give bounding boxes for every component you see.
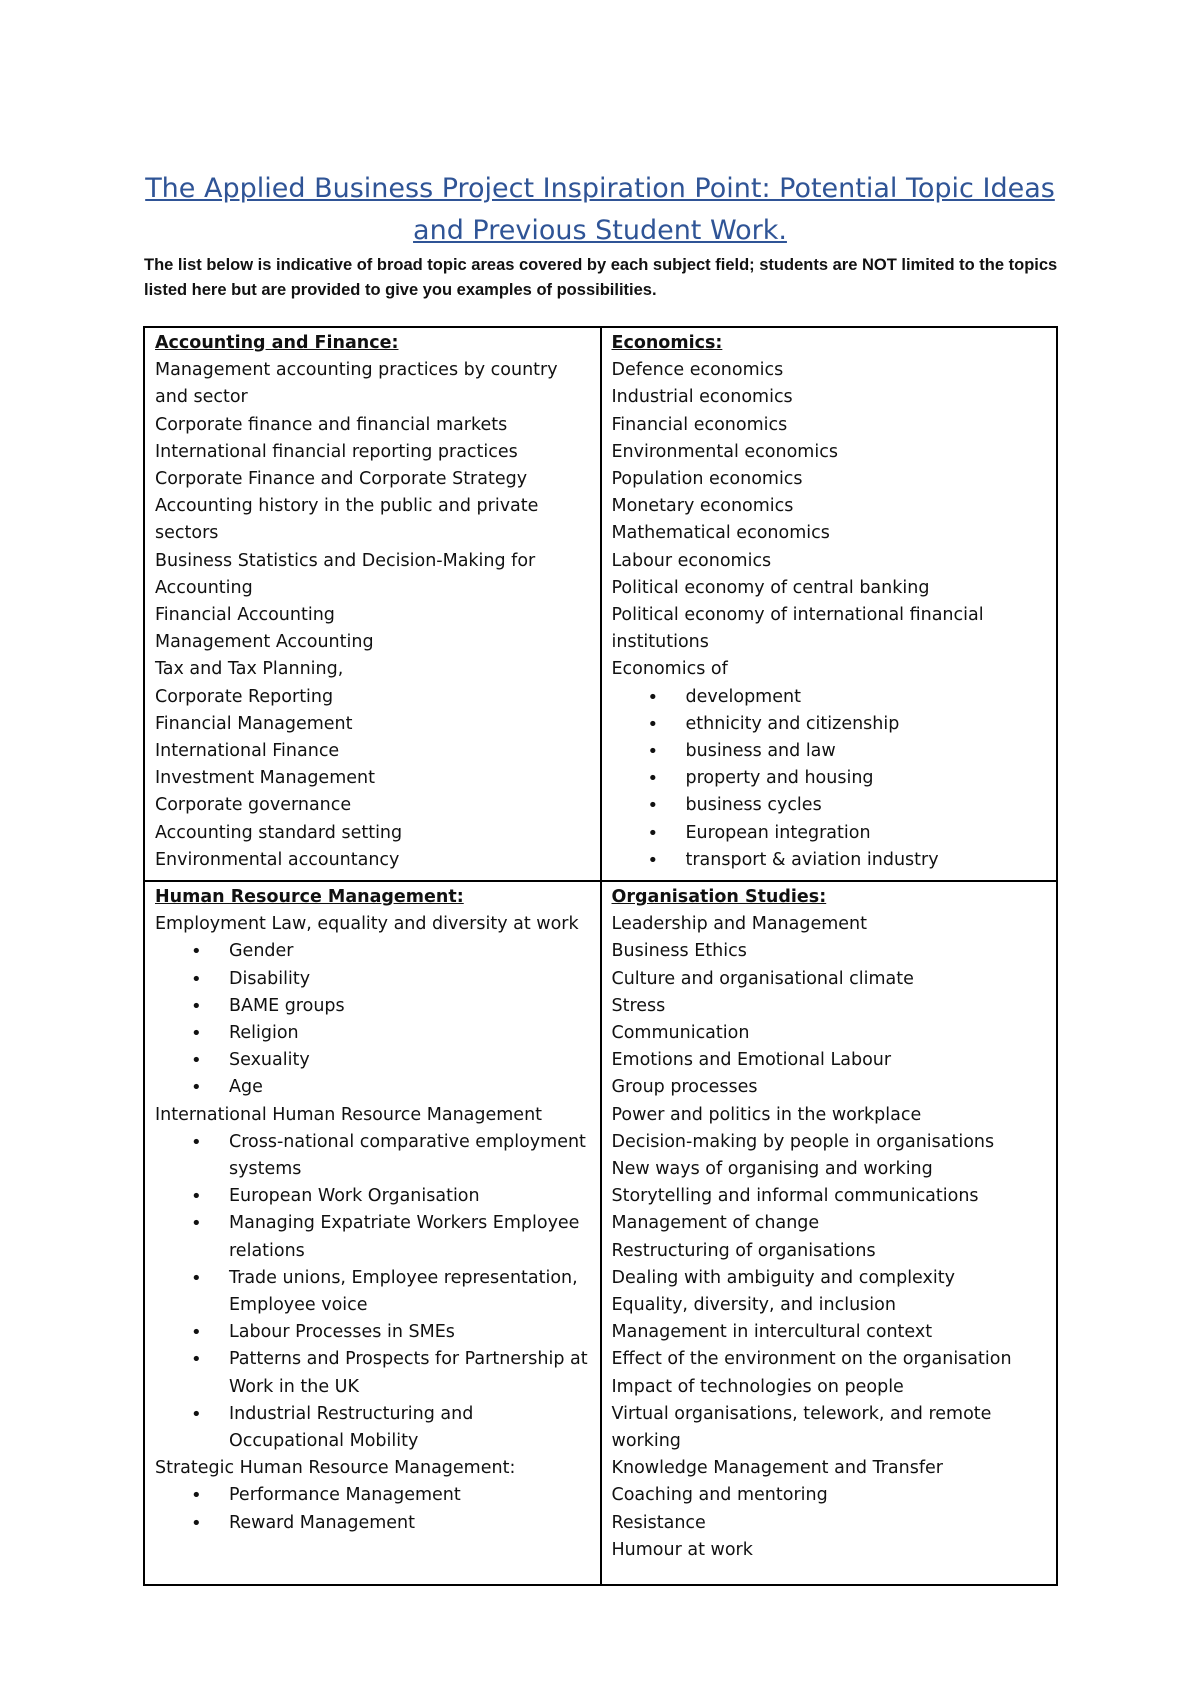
topic-item: Communication xyxy=(611,1023,750,1044)
topic-item: Equality, diversity, and inclusion xyxy=(611,1295,896,1316)
topic-item: Employment Law, equality and diversity at work xyxy=(155,914,579,935)
bullet-item: • Gender xyxy=(229,938,592,965)
topics-table xyxy=(143,326,1058,1586)
bullet-item: • Managing Expatriate Workers Employee relations xyxy=(229,1210,592,1264)
bullet-list xyxy=(155,1129,592,1455)
topic-item: Environmental accountancy xyxy=(155,849,400,870)
topic-item: Investment Management xyxy=(155,768,375,789)
topic-item: Management accounting practices by country and sector xyxy=(155,360,558,408)
bullet-item: • Patterns and Prospects for Partnership at Work in the UK xyxy=(229,1346,592,1400)
cell-organisation-studies xyxy=(601,881,1058,1585)
topic-item: Financial Accounting xyxy=(155,605,335,626)
bullet-list xyxy=(155,1482,592,1536)
cell-accounting-finance xyxy=(144,327,601,881)
topic-item: Monetary economics xyxy=(611,496,794,517)
topic-item: Group processes xyxy=(611,1077,758,1098)
bullet-item: • Reward Management xyxy=(229,1510,592,1537)
bullet-item: • Industrial Restructuring and Occupational Mobility xyxy=(229,1401,592,1455)
topic-item: Strategic Human Resource Management: xyxy=(155,1458,516,1479)
bullet-item: • Labour Processes in SMEs xyxy=(229,1319,592,1346)
topic-item: Business Statistics and Decision-Making for Accounting xyxy=(155,550,536,598)
topic-item: Economics of xyxy=(611,659,728,680)
table-row xyxy=(144,881,1057,1585)
bullet-item: • Religion xyxy=(229,1020,592,1047)
cell-human-resource-management xyxy=(144,881,601,1585)
bullet-item: • Performance Management xyxy=(229,1482,592,1509)
bullet-item: • development xyxy=(686,684,1049,711)
topic-item: Population economics xyxy=(611,469,803,490)
topic-item: New ways of organising and working xyxy=(611,1159,933,1180)
topic-item: Storytelling and informal communications xyxy=(611,1186,979,1207)
topic-item: Corporate governance xyxy=(155,795,352,816)
bullet-item: • BAME groups xyxy=(229,993,592,1020)
topic-item: Knowledge Management and Transfer xyxy=(611,1458,943,1479)
topic-item: Leadership and Management xyxy=(611,914,868,935)
topic-item: Corporate Reporting xyxy=(155,686,334,707)
topic-item: Mathematical economics xyxy=(611,523,830,544)
topic-item: Political economy of central banking xyxy=(611,577,930,598)
topic-item: Financial economics xyxy=(611,414,788,435)
topic-item: Financial Management xyxy=(155,713,353,734)
topic-item: Humour at work xyxy=(611,1539,753,1560)
topic-item: Management in intercultural context xyxy=(611,1322,933,1343)
topic-item: Management Accounting xyxy=(155,632,374,653)
bullet-item: • business and law xyxy=(686,738,1049,765)
bullet-item: • Trade unions, Employee representation, Employee voice xyxy=(229,1265,592,1319)
topic-item: Resistance xyxy=(611,1512,706,1533)
topic-item: Labour economics xyxy=(611,550,772,571)
topic-item: Corporate finance and financial markets xyxy=(155,414,508,435)
topic-item: Corporate Finance and Corporate Strategy xyxy=(155,469,528,490)
topic-item: International Finance xyxy=(155,741,340,762)
topic-item: Tax and Tax Planning, xyxy=(155,659,344,680)
topic-item: Industrial economics xyxy=(611,387,793,408)
topic-item: Restructuring of organisations xyxy=(611,1240,876,1261)
topic-item: International Human Resource Management xyxy=(155,1104,543,1125)
bullet-item: • Sexuality xyxy=(229,1047,592,1074)
topic-item: Decision-making by people in organisations xyxy=(611,1131,995,1152)
bullet-item: • ethnicity and citizenship xyxy=(686,711,1049,738)
topic-item: Dealing with ambiguity and complexity xyxy=(611,1267,955,1288)
bullet-item: • transport & aviation industry xyxy=(686,847,1049,874)
section-heading: Accounting and Finance: xyxy=(155,333,399,353)
bullet-item: • Age xyxy=(229,1074,592,1101)
bullet-list xyxy=(155,938,592,1101)
bullet-item: • European integration xyxy=(686,820,1049,847)
cell-economics xyxy=(601,327,1058,881)
section-heading: Human Resource Management: xyxy=(155,887,464,907)
section-heading: Organisation Studies: xyxy=(611,887,827,907)
topic-item: Emotions and Emotional Labour xyxy=(611,1050,892,1071)
topic-item: Defence economics xyxy=(611,360,784,381)
intro-paragraph: The list below is indicative of broad topic areas covered by each subject field; students are NOT limited to the topics listed here but are provided to give you examples of possibilities. xyxy=(144,256,1058,299)
page-title: The Applied Business Project Inspiration Point: Potential Topic Ideas and Previous Student Work. xyxy=(145,173,1055,246)
topic-item: Coaching and mentoring xyxy=(611,1485,828,1506)
bullet-item: • business cycles xyxy=(686,792,1049,819)
topic-item: International financial reporting practices xyxy=(155,441,518,462)
topic-item: Culture and organisational climate xyxy=(611,968,914,989)
topic-item: Business Ethics xyxy=(611,941,747,962)
topic-item: Accounting standard setting xyxy=(155,822,403,843)
bullet-item: • property and housing xyxy=(686,765,1049,792)
topic-item: Management of change xyxy=(611,1213,820,1234)
topic-item: Virtual organisations, telework, and remote working xyxy=(611,1403,992,1452)
topic-item: Impact of technologies on people xyxy=(611,1376,904,1397)
topic-item: Political economy of international financial institutions xyxy=(611,605,984,653)
bullet-item: • Disability xyxy=(229,966,592,993)
bullet-item: • Cross-national comparative employment systems xyxy=(229,1129,592,1183)
topic-item: Effect of the environment on the organisation xyxy=(611,1349,1012,1370)
topic-item: Power and politics in the workplace xyxy=(611,1104,922,1125)
topic-item: Stress xyxy=(611,995,666,1016)
topic-item: Environmental economics xyxy=(611,441,838,462)
table-row xyxy=(144,327,1057,881)
section-heading: Economics: xyxy=(611,333,723,353)
topic-item: Accounting history in the public and private sectors xyxy=(155,496,539,544)
bullet-item: • European Work Organisation xyxy=(229,1183,592,1210)
bullet-list xyxy=(612,684,1049,874)
